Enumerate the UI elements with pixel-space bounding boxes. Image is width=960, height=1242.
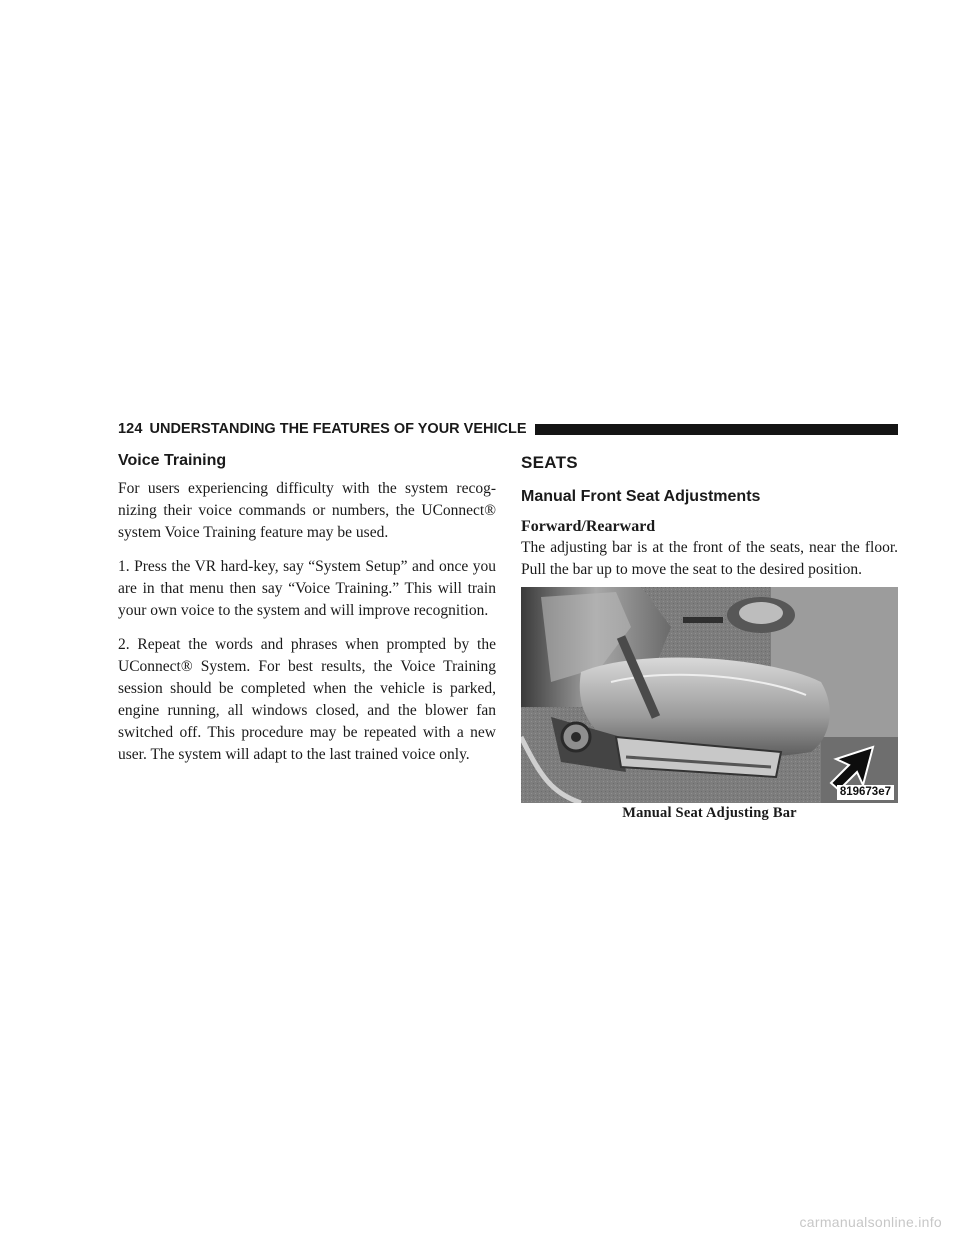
right-column — [521, 451, 898, 822]
voice-training-step-2: 2. Repeat the words and phrases when prompted by the UConnect® System. For best results, the Voice Training session should be completed when the vehicle is parked, engine running, all windows closed, and the blower fan switched off. This procedure may be repeated with a new user. The system will adapt to the last trained voice only. — [118, 636, 496, 763]
voice-training-step-1: 1. Press the VR hard-key, say “System Setup” and once you are in that menu then say “Voice Training.” This will train your own voice to the system and will improve recognition. — [118, 558, 496, 619]
figure-caption: Manual Seat Adjusting Bar — [622, 805, 797, 821]
running-header — [118, 419, 898, 439]
seat-photo-illustration — [521, 587, 898, 803]
left-column — [118, 451, 496, 778]
voice-training-intro: For users experiencing difficulty with the system recog-nizing their voice commands or numbers, the UConnect® system Voice Training feature may be used. — [118, 480, 496, 541]
page-number: 124 — [118, 421, 143, 437]
forward-rearward-body: The adjusting bar is at the front of the seats, near the floor. Pull the bar up to move the seat to the desired position. — [521, 539, 898, 578]
manual-front-seat-heading: Manual Front Seat Adjustments — [521, 488, 761, 505]
forward-rearward-heading: Forward/Rearward — [521, 518, 656, 535]
watermark: carmanualsonline.info — [799, 1214, 942, 1230]
figure-code: 819673e7 — [837, 785, 894, 800]
chapter-title: UNDERSTANDING THE FEATURES OF YOUR VEHICLE — [149, 421, 527, 437]
voice-training-heading: Voice Training — [118, 452, 227, 469]
seat-adjusting-bar-figure — [521, 587, 898, 803]
header-rule — [535, 424, 898, 435]
seats-heading: SEATS — [521, 453, 578, 472]
